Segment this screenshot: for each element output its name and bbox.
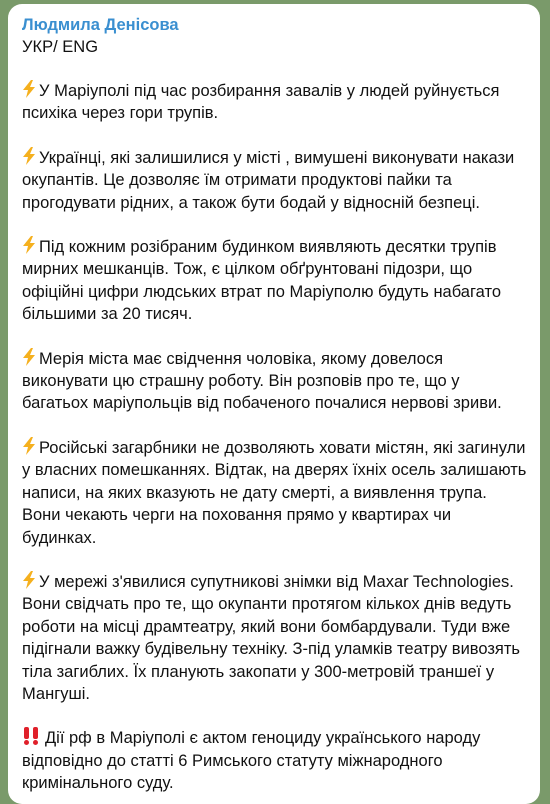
message-paragraph (22, 80, 528, 125)
lightning-icon (22, 348, 36, 366)
paragraph-text: Російські загарбники не дозволяють ховати містян, які загинули у власних помешканнях. Відтак, на дверях їхніх осель залишають написи, на яких вказують не дату смерті, а виявлення трупа. Вони чекають черги на поховання прямо у квартирах чи будинках. (22, 438, 527, 547)
message-paragraph (22, 571, 528, 705)
message-paragraph (22, 727, 528, 794)
message-paragraph (22, 348, 528, 415)
lightning-icon (22, 147, 36, 165)
sender-name[interactable]: Людмила Денісова (22, 16, 179, 34)
message-paragraph (22, 147, 528, 214)
lightning-icon (22, 236, 36, 254)
double-exclamation-icon (22, 727, 42, 745)
message-paragraph (22, 236, 528, 326)
paragraph-text: Дії рф в Маріуполі є актом геноциду українського народу відповідно до статті 6 Римського статуту міжнародного кримінального суду. (22, 729, 481, 793)
message-bubble (8, 4, 540, 804)
paragraph-text: Мерія міста має свідчення чоловіка, якому довелося виконувати цю страшну роботу. Він розповів про те, що у багатьох маріупольців від побаченого почалися нервові зриви. (22, 349, 502, 413)
paragraph-text: Українці, які залишилися у місті , вимушені виконувати накази окупантів. Це дозволяє їм отримати продуктові пайки та прогодувати рідних, а також бути бодай у відносній безпеці. (22, 148, 515, 212)
paragraph-text: У Маріуполі під час розбирання завалів у людей руйнується психіка через гори трупів. (22, 82, 500, 123)
message-subtitle: УКР/ ENG (22, 38, 99, 56)
lightning-icon (22, 437, 36, 455)
paragraph-text: Під кожним розібраним будинком виявляють десятки трупів мирних мешканців. Тож, є цілком обґрунтовані підозри, що офіційні цифри людських втрат по Маріуполю будуть набагато більшими за 20 тисяч. (22, 238, 501, 324)
paragraph-text: У мережі з'явилися супутникові знімки від Maxar Technologies. Вони свідчать про те, що окупанти протягом кількох днів ведуть роботи на місці драмтеатру, який вони бомбардували. Туди вже підігнали важку будівельну техніку. З-під уламків театру вивозять тіла загиблих. Їх планують закопати у 300-метровій траншеї у Мангуші. (22, 572, 521, 703)
lightning-icon (22, 571, 36, 589)
lightning-icon (22, 80, 36, 98)
message-paragraph (22, 437, 528, 549)
